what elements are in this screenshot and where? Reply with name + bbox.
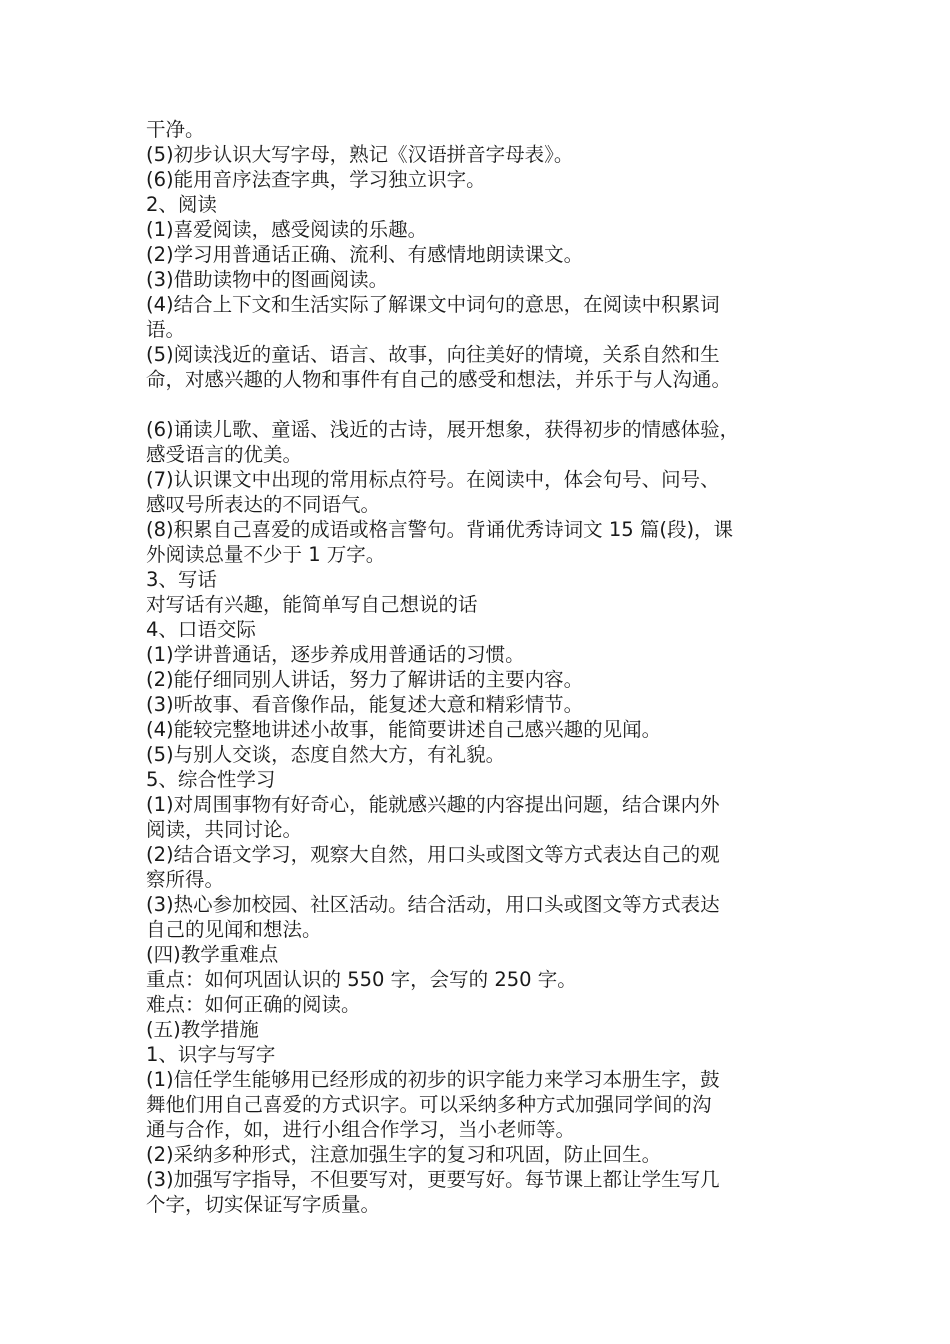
text-line: 通与合作，如，进行小组合作学习，当小老师等。 xyxy=(146,1118,576,1141)
text-line: 1、识字与写字 xyxy=(146,1043,276,1066)
text-line: (2)学习用普通话正确、流利、有感情地朗读课文。 xyxy=(146,243,584,266)
text-line: (3)听故事、看音像作品，能复述大意和精彩情节。 xyxy=(146,693,584,716)
text-line: (8)积累自己喜爱的成语或格言警句。背诵优秀诗词文 15 篇(段)，课 xyxy=(146,518,734,541)
text-line: (5)初步认识大写字母，熟记《汉语拼音字母表》。 xyxy=(146,143,574,166)
text-line: 感受语言的优美。 xyxy=(146,443,303,466)
text-line: 阅读，共同讨论。 xyxy=(146,818,303,841)
text-line: 舞他们用自己喜爱的方式识字。可以采纳多种方式加强同学间的沟 xyxy=(146,1093,712,1116)
document-body xyxy=(146,117,811,1217)
text-line: (五)教学措施 xyxy=(146,1018,259,1041)
text-line: (6)能用音序法查字典，学习独立识字。 xyxy=(146,168,486,191)
text-line: (1)对周围事物有好奇心，能就感兴趣的内容提出问题，结合课内外 xyxy=(146,793,720,816)
text-line: (7)认识课文中出现的常用标点符号。在阅读中，体会句号、问号、 xyxy=(146,468,720,491)
text-line: (四)教学重难点 xyxy=(146,943,279,966)
text-line: 重点：如何巩固认识的 550 字，会写的 250 字。 xyxy=(146,968,577,991)
text-line: 命，对感兴趣的人物和事件有自己的感受和想法，并乐于与人沟通。 xyxy=(146,368,732,391)
text-line: 干净。 xyxy=(146,118,205,141)
text-line: 3、写话 xyxy=(146,568,217,591)
text-line: (4)结合上下文和生活实际了解课文中词句的意思，在阅读中积累词 xyxy=(146,293,720,316)
text-line: (2)能仔细同别人讲话，努力了解讲话的主要内容。 xyxy=(146,668,584,691)
text-line: (1)信任学生能够用已经形成的初步的识字能力来学习本册生字，鼓 xyxy=(146,1068,720,1091)
text-line: (3)热心参加校园、社区活动。结合活动，用口头或图文等方式表达 xyxy=(146,893,720,916)
text-line: (6)诵读儿歌、童谣、浅近的古诗，展开想象，获得初步的情感体验， xyxy=(146,418,740,441)
text-line: 难点：如何正确的阅读。 xyxy=(146,993,361,1016)
text-line: (4)能较完整地讲述小故事，能简要讲述自己感兴趣的见闻。 xyxy=(146,718,662,741)
text-line: 语。 xyxy=(146,318,186,341)
text-line: (5)与别人交谈，态度自然大方，有礼貌。 xyxy=(146,743,506,766)
text-line: 察所得。 xyxy=(146,868,225,891)
text-line: (2)采纳多种形式，注意加强生字的复习和巩固，防止回生。 xyxy=(146,1143,662,1166)
text-line: 2、阅读 xyxy=(146,193,217,216)
text-line: (1)喜爱阅读，感受阅读的乐趣。 xyxy=(146,218,428,241)
text-line: 自己的见闻和想法。 xyxy=(146,918,322,941)
text-line: 4、口语交际 xyxy=(146,618,256,641)
text-line: 5、综合性学习 xyxy=(146,768,276,791)
blank-line xyxy=(146,392,811,417)
text-line: 对写话有兴趣，能简单写自己想说的话 xyxy=(146,593,478,616)
text-line: (2)结合语文学习，观察大自然，用口头或图文等方式表达自己的观 xyxy=(146,843,720,866)
text-line: (3)加强写字指导，不但要写对，更要写好。每节课上都让学生写几 xyxy=(146,1168,720,1191)
text-line: 感叹号所表达的不同语气。 xyxy=(146,493,381,516)
text-line: 外阅读总量不少于 1 万字。 xyxy=(146,543,386,566)
text-line: 个字，切实保证写字质量。 xyxy=(146,1193,381,1216)
text-line: (5)阅读浅近的童话、语言、故事，向往美好的情境，关系自然和生 xyxy=(146,343,720,366)
text-line: (1)学讲普通话，逐步养成用普通话的习惯。 xyxy=(146,643,525,666)
text-line: (3)借助读物中的图画阅读。 xyxy=(146,268,389,291)
